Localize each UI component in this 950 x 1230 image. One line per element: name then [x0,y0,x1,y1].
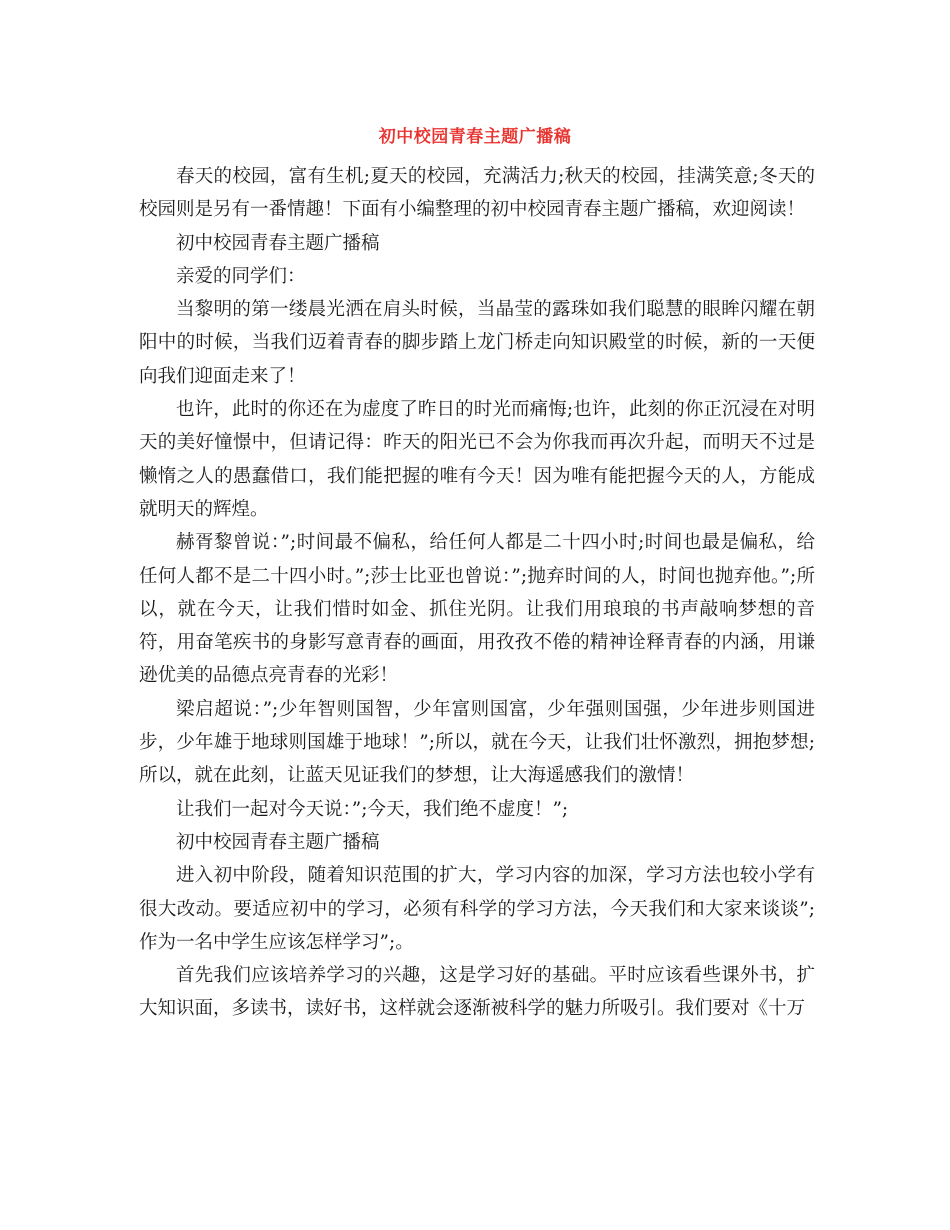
paragraph: 也许，此时的你还在为虚度了昨日的时光而痛悔;也许，此刻的你正沉浸在对明天的美好憧憬中，但请记得：昨天的阳光已不会为你我而再次升起，而明天不过是懒惰之人的愚蠢借口，我们能把握的唯有今天！因为唯有能把握今天的人，方能成就明天的辉煌。 [139,399,815,520]
paragraph: 首先我们应该培养学习的兴趣，这是学习好的基础。平时应该看些课外书，扩大知识面，多读书，读好书，这样就会逐渐被科学的魅力所吸引。我们要对《十万 [139,965,815,1020]
paragraph: 赫胥黎曾说：”;时间最不偏私，给任何人都是二十四小时;时间也最是偏私，给任何人都不是二十四小时。”;莎士比亚也曾说：”;抛弃时间的人，时间也抛弃他。”;所以，就在今天，让我们惜时如金、抓住光阴。让我们用琅琅的书声敲响梦想的音符，用奋笔疾书的身影写意青春的画面，用孜孜不倦的精神诠释青春的内涵，用谦逊优美的品德点亮青春的光彩！ [139,532,815,687]
paragraph-intro: 春天的校园，富有生机;夏天的校园，充满活力;秋天的校园，挂满笑意;冬天的校园则是另有一番情趣！下面有小编整理的初中校园青春主题广播稿，欢迎阅读！ [139,166,815,221]
paragraph: 让我们一起对今天说：”;今天，我们绝不虚度！”; [176,798,569,820]
document-body [139,160,815,1026]
paragraph-subtitle: 初中校园青春主题广播稿 [176,831,380,853]
paragraph: 当黎明的第一缕晨光洒在肩头时候，当晶莹的露珠如我们聪慧的眼眸闪耀在朝阳中的时候，当我们迈着青春的脚步踏上龙门桥走向知识殿堂的时候，新的一天便向我们迎面走来了！ [139,299,815,387]
paragraph: 梁启超说：”;少年智则国智，少年富则国富，少年强则国强，少年进步则国进步，少年雄于地球则国雄于地球！”;所以，就在今天，让我们壮怀激烈，拥抱梦想;所以，就在此刻，让蓝天见证我们的梦想，让大海遥感我们的激情！ [139,698,815,787]
paragraph-salutation: 亲爱的同学们： [176,265,306,287]
paragraph: 进入初中阶段，随着知识范围的扩大，学习内容的加深，学习方法也较小学有很大改动。要适应初中的学习，必须有科学的学习方法，今天我们和大家来谈谈”;作为一名中学生应该怎样学习”;。 [139,865,815,953]
paragraph-subtitle: 初中校园青春主题广播稿 [176,232,380,254]
document-title: 初中校园青春主题广播稿 [378,127,572,147]
